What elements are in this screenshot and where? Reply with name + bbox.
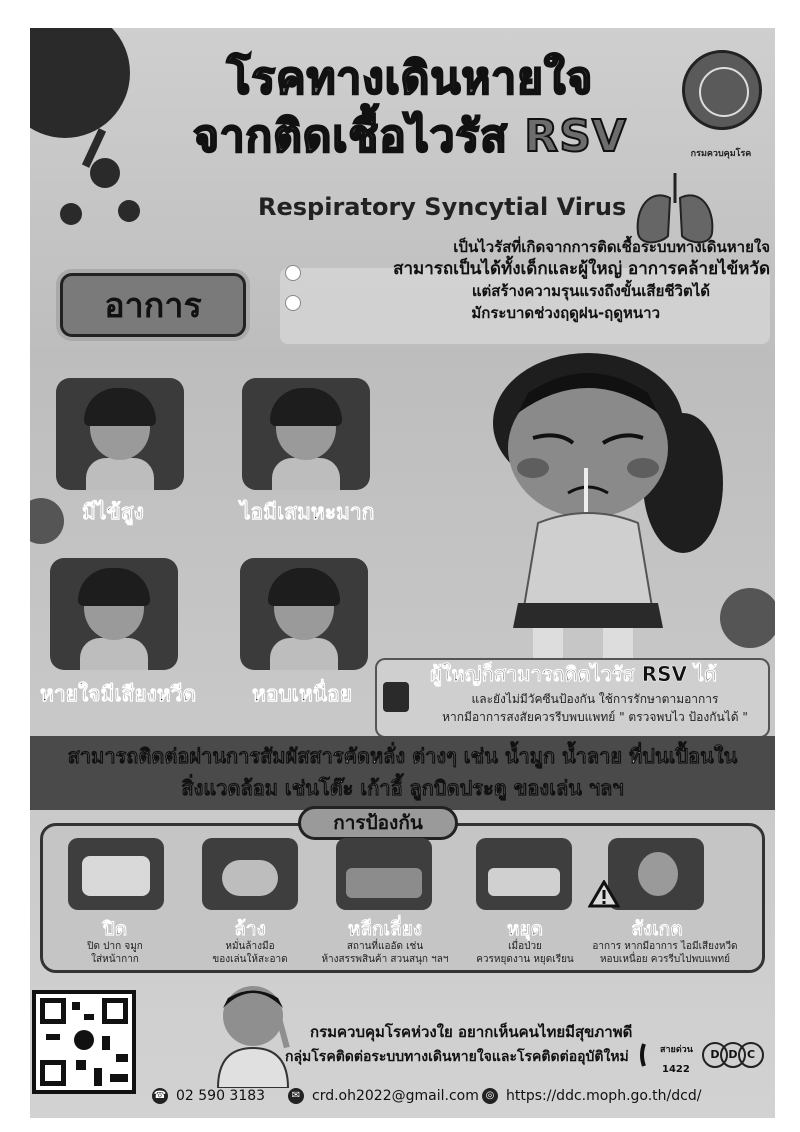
prevention-label: สังเกต	[631, 918, 683, 940]
phone-icon	[640, 1042, 656, 1068]
footer-department: กลุ่มโรคติดต่อระบบทางเดินหายใจและโรคติดต่ออุบัติใหม่	[285, 1049, 629, 1065]
ddc-logo-c: C	[738, 1042, 764, 1068]
prevention-desc: อาการ หากมีอาการ ไอมีเสียงหวีด หอบเหนื่อย ควรรีบไปพบแพทย์	[592, 941, 738, 965]
virus-decoration	[30, 498, 64, 544]
adult-heading: ผู้ใหญ่ก็สามารถติดไวรัส RSV ได้	[430, 662, 717, 686]
ddc-logo-d: D	[720, 1042, 746, 1068]
ministry-logo	[678, 50, 764, 170]
prevention-label: หยุด	[507, 918, 543, 940]
hotline-number: 1422	[662, 1064, 690, 1075]
mask-image	[68, 838, 164, 910]
virus-decoration	[60, 203, 82, 225]
contact-email[interactable]	[288, 1088, 479, 1104]
mail-icon: ✉	[288, 1088, 304, 1104]
prevention-desc: เมื่อป่วย ควรหยุดงาน หยุดเรียน	[476, 941, 574, 965]
adult-text: และยังไม่มีวัคซีนป้องกัน ใช้การรักษาตามอาการ หากมีอาการสงสัยควรรีบพบแพทย์ " ตรวจพบไว ป้องกันได้ "	[442, 692, 748, 724]
doctor-illustration	[198, 978, 308, 1088]
prevention-desc: ปิด ปาก จมูก ใส่หน้ากาก	[87, 941, 143, 965]
symptom-cough-image	[242, 378, 370, 490]
sick-girl-illustration	[478, 353, 738, 673]
virus-decoration	[30, 28, 130, 138]
virus-decoration	[118, 200, 140, 222]
seal-icon	[682, 50, 762, 130]
symptoms-heading: อาการ	[60, 273, 246, 337]
symptom-dyspnea-image	[240, 558, 368, 670]
hotline-label: สายด่วน	[660, 1045, 693, 1055]
ddc-logo-d: D	[702, 1042, 728, 1068]
qr-code[interactable]	[32, 990, 136, 1094]
observe-image	[608, 838, 704, 910]
website-text: https://ddc.moph.go.th/dcd/	[506, 1088, 702, 1104]
email-text: crd.oh2022@gmail.com	[312, 1088, 479, 1104]
prevention-desc: หมั่นล้างมือ ของเล่นให้สะอาด	[212, 941, 288, 965]
intro-text: เป็นไวรัสที่เกิดจากการติดเชื้อระบบทางเดินหายใจ สามารถเป็นได้ทั้งเด็กและผู้ใหญ่ อาการคล้ายไข้หวัด แต่สร้างความรุนแรงถึงขั้นเสียชีวิตได้ มักระบาดช่วงฤดูฝน-ฤดูหนาว	[393, 238, 770, 322]
symptom-label: หายใจมีเสียงหวีด	[40, 682, 197, 706]
phone-icon: ☎	[152, 1088, 168, 1104]
transmission-text: สามารถติดต่อผ่านการสัมผัสสารคัดหลั่ง ต่างๆ เช่น น้ำมูก น้ำลาย ที่ปนเปื้อนใน สิ่งแวดล้อม เช่นโต๊ะ เก้าอี้ ลูกบิดประตู ของเล่น ฯลฯ	[67, 744, 738, 800]
handwash-image	[202, 838, 298, 910]
prevention-desc: สถานที่แออัด เช่น ห้างสรรพสินค้า สวนสนุก ฯลฯ	[321, 941, 449, 965]
symptom-label: ไอมีเสมหะมาก	[240, 500, 375, 524]
phone-text: 02 590 3183	[176, 1088, 266, 1104]
poster-title: โรคทางเดินหายใจ จากติดเชื้อไวรัส RSV	[193, 53, 627, 162]
prevention-label: ปิด	[102, 918, 128, 940]
symptom-label: หอบเหนื่อย	[252, 682, 353, 706]
poster-subtitle: Respiratory Syncytial Virus	[258, 193, 627, 221]
symptom-fever-image	[56, 378, 184, 490]
prevention-label: ล้าง	[234, 918, 266, 940]
hotline-badge	[640, 1038, 760, 1078]
warning-icon	[588, 880, 620, 908]
globe-icon: ◎	[482, 1088, 498, 1104]
virus-decoration	[90, 158, 120, 188]
contact-phone[interactable]	[152, 1088, 265, 1104]
logo-caption: กรมควบคุมโรค	[690, 149, 752, 159]
crowd-image	[336, 838, 432, 910]
lock-icon	[383, 682, 409, 712]
prevention-label: หลีกเลี่ยง	[347, 918, 423, 940]
poster	[30, 28, 775, 1118]
symptom-wheeze-image	[50, 558, 178, 670]
contact-website[interactable]	[482, 1088, 701, 1104]
prevention-heading: การป้องกัน	[298, 806, 458, 840]
symptom-label: มีไข้สูง	[82, 500, 144, 524]
footer-slogan: กรมควบคุมโรคห่วงใย อยากเห็นคนไทยมีสุขภาพดี	[310, 1023, 633, 1041]
rest-image	[476, 838, 572, 910]
